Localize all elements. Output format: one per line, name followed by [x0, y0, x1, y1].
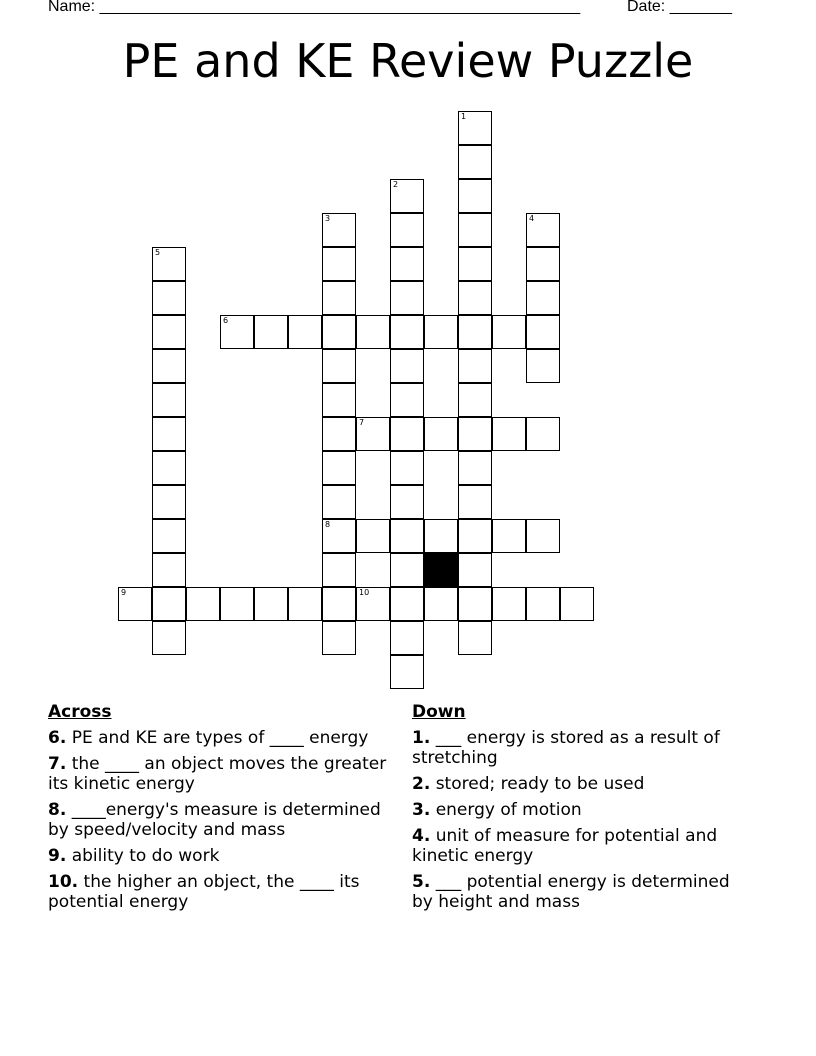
clue-text: the ____ an object moves the greater its kinetic energy	[48, 754, 387, 794]
clue-down-4	[412, 826, 752, 866]
name-line: Name: ______________________________________________________	[48, 0, 581, 15]
grid-cell[interactable]	[458, 587, 492, 621]
grid-cell[interactable]	[458, 111, 492, 145]
grid-cell[interactable]	[390, 451, 424, 485]
grid-cell[interactable]	[458, 553, 492, 587]
grid-cell[interactable]	[152, 621, 186, 655]
grid-cell[interactable]	[322, 621, 356, 655]
grid-cell[interactable]	[152, 553, 186, 587]
grid-cell[interactable]	[458, 179, 492, 213]
clue-across-10	[48, 872, 388, 912]
clue-across-7	[48, 754, 388, 794]
clue-across-8	[48, 800, 388, 840]
black-square	[424, 553, 458, 587]
clue-number: 8.	[48, 800, 67, 820]
grid-cell[interactable]	[322, 315, 356, 349]
grid-cell[interactable]	[424, 519, 458, 553]
clue-text: unit of measure for potential and kinetic energy	[412, 826, 718, 866]
grid-cell[interactable]	[390, 179, 424, 213]
down-heading: Down	[412, 702, 466, 722]
grid-cell[interactable]	[152, 587, 186, 621]
grid-cell[interactable]	[526, 417, 560, 451]
grid-cell[interactable]	[322, 417, 356, 451]
cell-number: 5	[155, 248, 161, 257]
clue-number: 1.	[412, 728, 431, 748]
grid-cell[interactable]	[390, 247, 424, 281]
grid-cell[interactable]	[118, 587, 152, 621]
clue-across-6	[48, 728, 388, 748]
grid-cell[interactable]	[288, 587, 322, 621]
grid-cell[interactable]	[526, 315, 560, 349]
clue-number: 9.	[48, 846, 67, 866]
grid-cell[interactable]	[390, 655, 424, 689]
grid-cell[interactable]	[220, 587, 254, 621]
grid-cell[interactable]	[458, 145, 492, 179]
clue-number: 5.	[412, 872, 431, 892]
cell-number: 6	[223, 316, 229, 325]
grid-cell[interactable]	[152, 383, 186, 417]
grid-cell[interactable]	[390, 417, 424, 451]
across-heading: Across	[48, 702, 112, 722]
grid-cell[interactable]	[322, 349, 356, 383]
grid-cell[interactable]	[390, 349, 424, 383]
grid-cell[interactable]	[322, 281, 356, 315]
clue-number: 6.	[48, 728, 67, 748]
grid-cell[interactable]	[424, 587, 458, 621]
grid-cell[interactable]	[526, 213, 560, 247]
grid-cell[interactable]	[458, 213, 492, 247]
cell-number: 10	[359, 588, 370, 597]
page-title: PE and KE Review Puzzle	[122, 34, 694, 88]
grid-cell[interactable]	[254, 315, 288, 349]
grid-cell[interactable]	[526, 587, 560, 621]
grid-cell[interactable]	[458, 621, 492, 655]
clue-text: the higher an object, the ____ its potential energy	[48, 872, 360, 912]
grid-cell[interactable]	[322, 587, 356, 621]
grid-cell[interactable]	[458, 485, 492, 519]
grid-cell[interactable]	[458, 349, 492, 383]
clue-down-3	[412, 800, 752, 820]
grid-cell[interactable]	[458, 383, 492, 417]
clue-down-2	[412, 774, 752, 794]
grid-cell[interactable]	[288, 315, 322, 349]
grid-cell[interactable]	[152, 519, 186, 553]
grid-cell[interactable]	[220, 315, 254, 349]
grid-cell[interactable]	[356, 315, 390, 349]
grid-cell[interactable]	[424, 315, 458, 349]
grid-cell[interactable]	[390, 553, 424, 587]
clue-text: ___ energy is stored as a result of stretching	[412, 728, 720, 768]
grid-cell[interactable]	[322, 485, 356, 519]
grid-cell[interactable]	[458, 247, 492, 281]
clue-text: energy of motion	[435, 800, 582, 820]
grid-cell[interactable]	[424, 417, 458, 451]
cell-number: 1	[461, 112, 467, 121]
grid-cell[interactable]	[322, 383, 356, 417]
grid-cell[interactable]	[356, 519, 390, 553]
clue-number: 3.	[412, 800, 431, 820]
clue-text: ability to do work	[71, 846, 220, 866]
date-line: Date: _______	[627, 0, 732, 15]
grid-cell[interactable]	[390, 587, 424, 621]
grid-cell[interactable]	[458, 519, 492, 553]
clue-down-5	[412, 872, 752, 912]
cell-number: 7	[359, 418, 365, 427]
grid-cell[interactable]	[492, 417, 526, 451]
grid-cell[interactable]	[390, 383, 424, 417]
grid-cell[interactable]	[152, 247, 186, 281]
grid-cell[interactable]	[254, 587, 288, 621]
grid-cell[interactable]	[390, 621, 424, 655]
cell-number: 2	[393, 180, 399, 189]
grid-cell[interactable]	[322, 519, 356, 553]
clue-text: ___ potential energy is determined by height and mass	[412, 872, 730, 912]
grid-cell[interactable]	[458, 417, 492, 451]
clue-number: 10.	[48, 872, 79, 892]
across-clues	[48, 702, 388, 918]
clue-text: PE and KE are types of ____ energy	[71, 728, 369, 748]
grid-cell[interactable]	[152, 315, 186, 349]
grid-cell[interactable]	[526, 349, 560, 383]
down-clues	[412, 702, 752, 918]
grid-cell[interactable]	[152, 485, 186, 519]
clue-number: 7.	[48, 754, 67, 774]
grid-cell[interactable]	[390, 485, 424, 519]
cell-number: 4	[529, 214, 535, 223]
grid-cell[interactable]	[152, 281, 186, 315]
grid-cell[interactable]	[356, 417, 390, 451]
grid-cell[interactable]	[186, 587, 220, 621]
grid-cell[interactable]	[390, 213, 424, 247]
clue-number: 2.	[412, 774, 431, 794]
grid-cell[interactable]	[526, 281, 560, 315]
grid-cell[interactable]	[152, 451, 186, 485]
cell-number: 9	[121, 588, 127, 597]
grid-cell[interactable]	[492, 315, 526, 349]
grid-cell[interactable]	[390, 315, 424, 349]
grid-cell[interactable]	[390, 281, 424, 315]
grid-cell[interactable]	[560, 587, 594, 621]
clue-number: 4.	[412, 826, 431, 846]
clue-text: stored; ready to be used	[435, 774, 645, 794]
clue-text: ____energy's measure is determined by speed/velocity and mass	[48, 800, 381, 840]
grid-cell[interactable]	[458, 451, 492, 485]
grid-cell[interactable]	[322, 213, 356, 247]
grid-cell[interactable]	[322, 553, 356, 587]
grid-cell[interactable]	[526, 247, 560, 281]
grid-cell[interactable]	[152, 349, 186, 383]
grid-cell[interactable]	[458, 281, 492, 315]
grid-cell[interactable]	[322, 247, 356, 281]
clue-down-1	[412, 728, 752, 768]
cell-number: 8	[325, 520, 331, 529]
cell-number: 3	[325, 214, 331, 223]
grid-cell[interactable]	[356, 587, 390, 621]
grid-cell[interactable]	[492, 519, 526, 553]
grid-cell[interactable]	[322, 451, 356, 485]
clue-across-9	[48, 846, 388, 866]
grid-cell[interactable]	[458, 315, 492, 349]
grid-cell[interactable]	[492, 587, 526, 621]
grid-cell[interactable]	[390, 519, 424, 553]
grid-cell[interactable]	[152, 417, 186, 451]
grid-cell[interactable]	[526, 519, 560, 553]
